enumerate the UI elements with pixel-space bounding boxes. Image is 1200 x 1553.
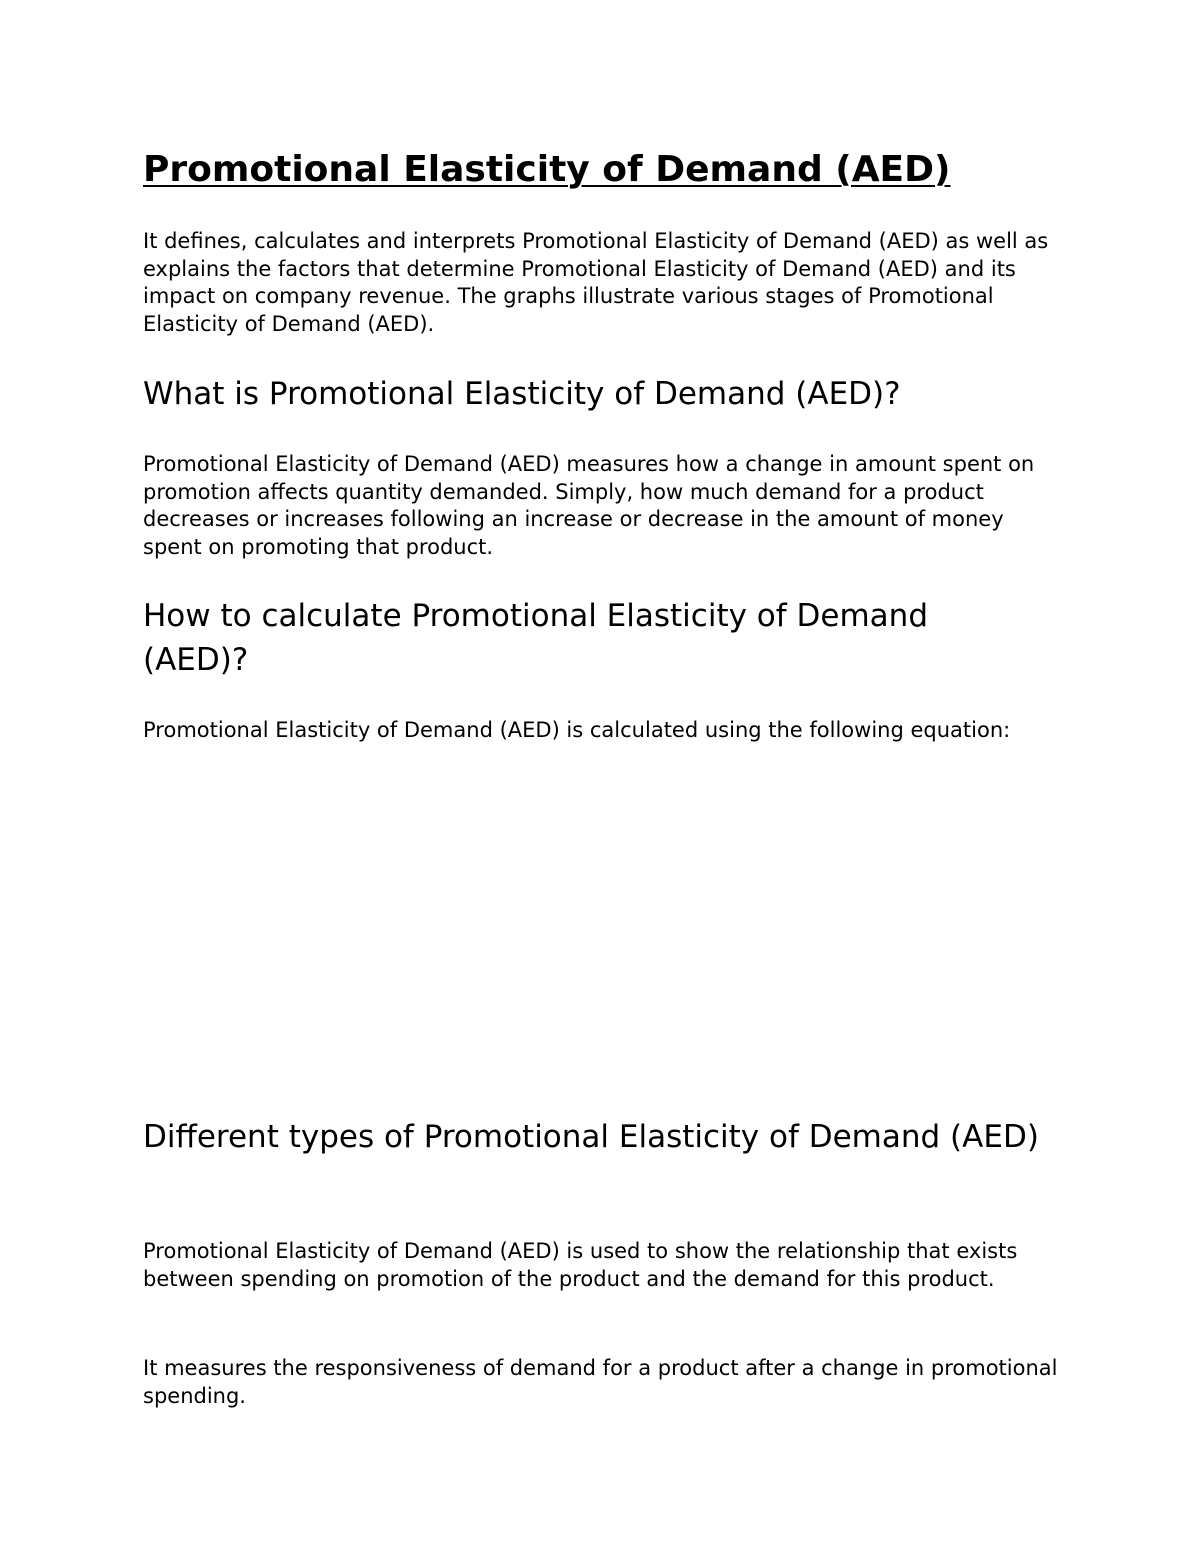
section-heading-different-types: Different types of Promotional Elasticity of Demand (AED) [143, 1119, 1039, 1155]
section-heading-how-to-calculate: How to calculate Promotional Elasticity of Demand (AED)? [143, 598, 929, 678]
equation-placeholder [143, 790, 1043, 1090]
intro-paragraph: It defines, calculates and interprets Promotional Elasticity of Demand (AED) as well as explains the factors that determine Promotional Elasticity of Demand (AED) and its impact on company revenue. The graphs illustrate various stages of Promotional Elasticity of Demand (AED). [143, 229, 1049, 336]
section-paragraph-what-is: Promotional Elasticity of Demand (AED) measures how a change in amount spent on promotion affects quantity demanded. Simply, how much demand for a product decreases or increases following an increase or decrease in the amount of money spent on promoting that product. [143, 452, 1035, 559]
section-paragraph-different-types-2: It measures the responsiveness of demand for a product after a change in promotional spending. [143, 1356, 1058, 1408]
section-paragraph-how-to-calculate: Promotional Elasticity of Demand (AED) is calculated using the following equation: [143, 718, 1011, 742]
section-paragraph-different-types-1: Promotional Elasticity of Demand (AED) is used to show the relationship that exists between spending on promotion of the product and the demand for this product. [143, 1239, 1018, 1291]
document-title: Promotional Elasticity of Demand (AED) [143, 149, 951, 190]
section-heading-what-is: What is Promotional Elasticity of Demand (AED)? [143, 376, 901, 412]
